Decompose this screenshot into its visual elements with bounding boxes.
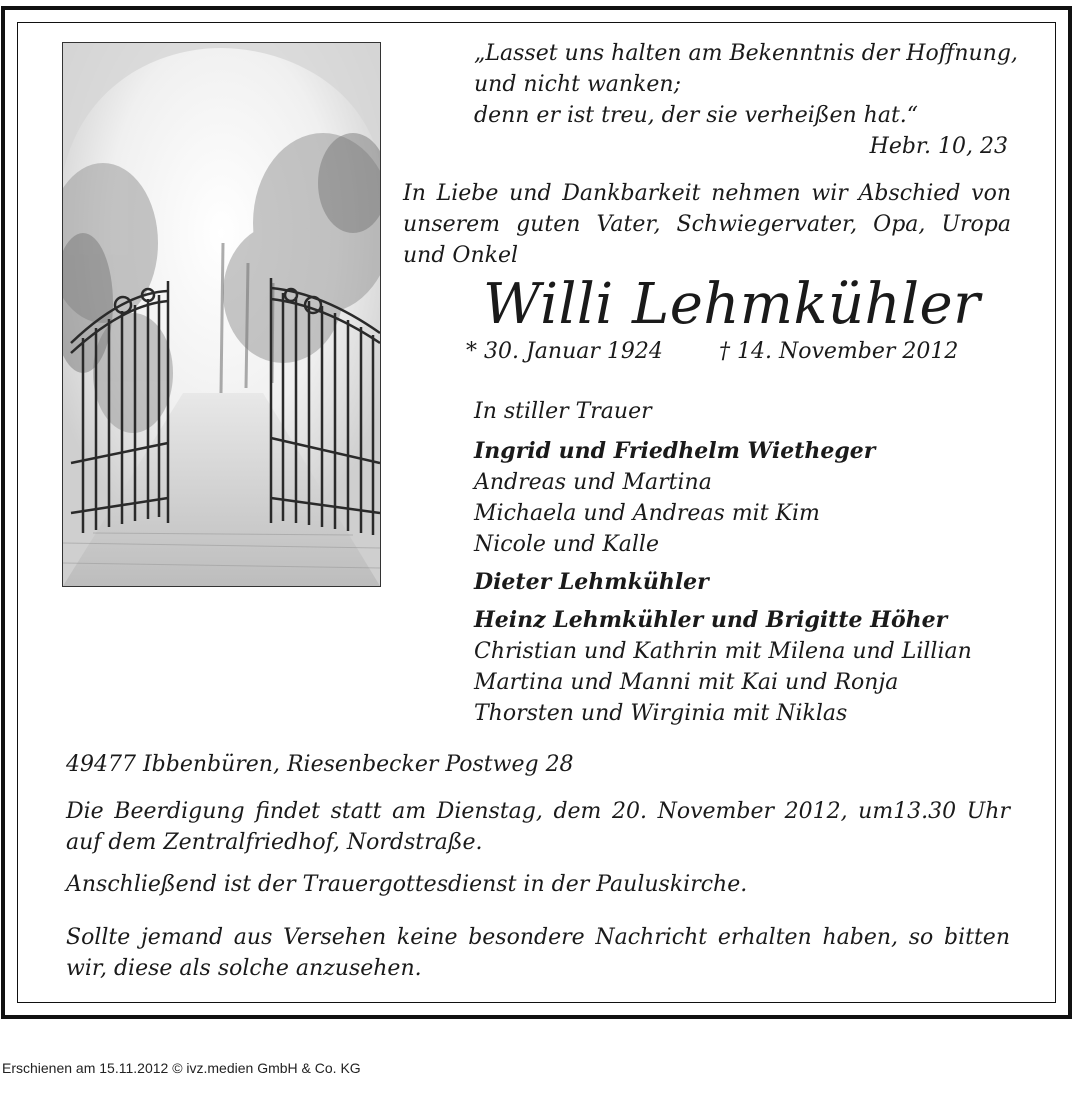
deceased-name: Willi Lehmkühler xyxy=(483,272,981,337)
publication-footer: Erschienen am 15.11.2012 © ivz.medien GmbH & Co. KG xyxy=(2,1060,361,1076)
death-date: † 14. November 2012 xyxy=(719,339,959,364)
family-member: Andreas und Martina xyxy=(474,470,712,495)
quote-line-2: und nicht wanken; xyxy=(474,72,681,97)
family-member: Thorsten und Wirginia mit Niklas xyxy=(474,701,848,726)
burial-info: Die Beerdigung findet statt am Dienstag, dem 20. November 2012, um13.30 Uhr auf dem Zentralfriedhof, Nordstraße. xyxy=(66,799,1010,855)
family-member: Christian und Kathrin mit Milena und Lillian xyxy=(474,639,972,664)
address: 49477 Ibbenbüren, Riesenbecker Postweg 28 xyxy=(66,752,574,777)
family-head: Heinz Lehmkühler und Brigitte Höher xyxy=(474,607,948,633)
family-member: Nicole und Kalle xyxy=(474,532,659,557)
service-info: Anschließend ist der Trauergottesdienst in der Pauluskirche. xyxy=(66,872,748,897)
mourning-heading: In stiller Trauer xyxy=(474,399,652,424)
quote-reference: Hebr. 10, 23 xyxy=(869,134,1008,159)
family-member: Martina und Manni mit Kai und Ronja xyxy=(474,670,899,695)
family-head: Ingrid und Friedhelm Wietheger xyxy=(474,438,876,464)
garden-gate-photo xyxy=(62,42,381,587)
family-member: Michaela und Andreas mit Kim xyxy=(474,501,820,526)
family-group-1 xyxy=(474,436,875,560)
family-group-3 xyxy=(474,605,972,729)
bible-quote xyxy=(474,38,1018,162)
farewell-intro: In Liebe und Dankbarkeit nehmen wir Abschied von unserem guten Vater, Schwiegervater, Opa, Uropa und Onkel xyxy=(403,181,1011,268)
family-head: Dieter Lehmkühler xyxy=(474,569,709,595)
family-group-2 xyxy=(474,567,709,598)
quote-line-1: „Lasset uns halten am Bekenntnis der Hoffnung, xyxy=(474,41,1018,66)
birth-date: * 30. Januar 1924 xyxy=(466,339,663,364)
quote-line-3: denn er ist treu, der sie verheißen hat.“ xyxy=(474,103,919,128)
notice-text: Sollte jemand aus Versehen keine besondere Nachricht erhalten haben, so bitten wir, diese als solche anzusehen. xyxy=(66,925,1010,981)
